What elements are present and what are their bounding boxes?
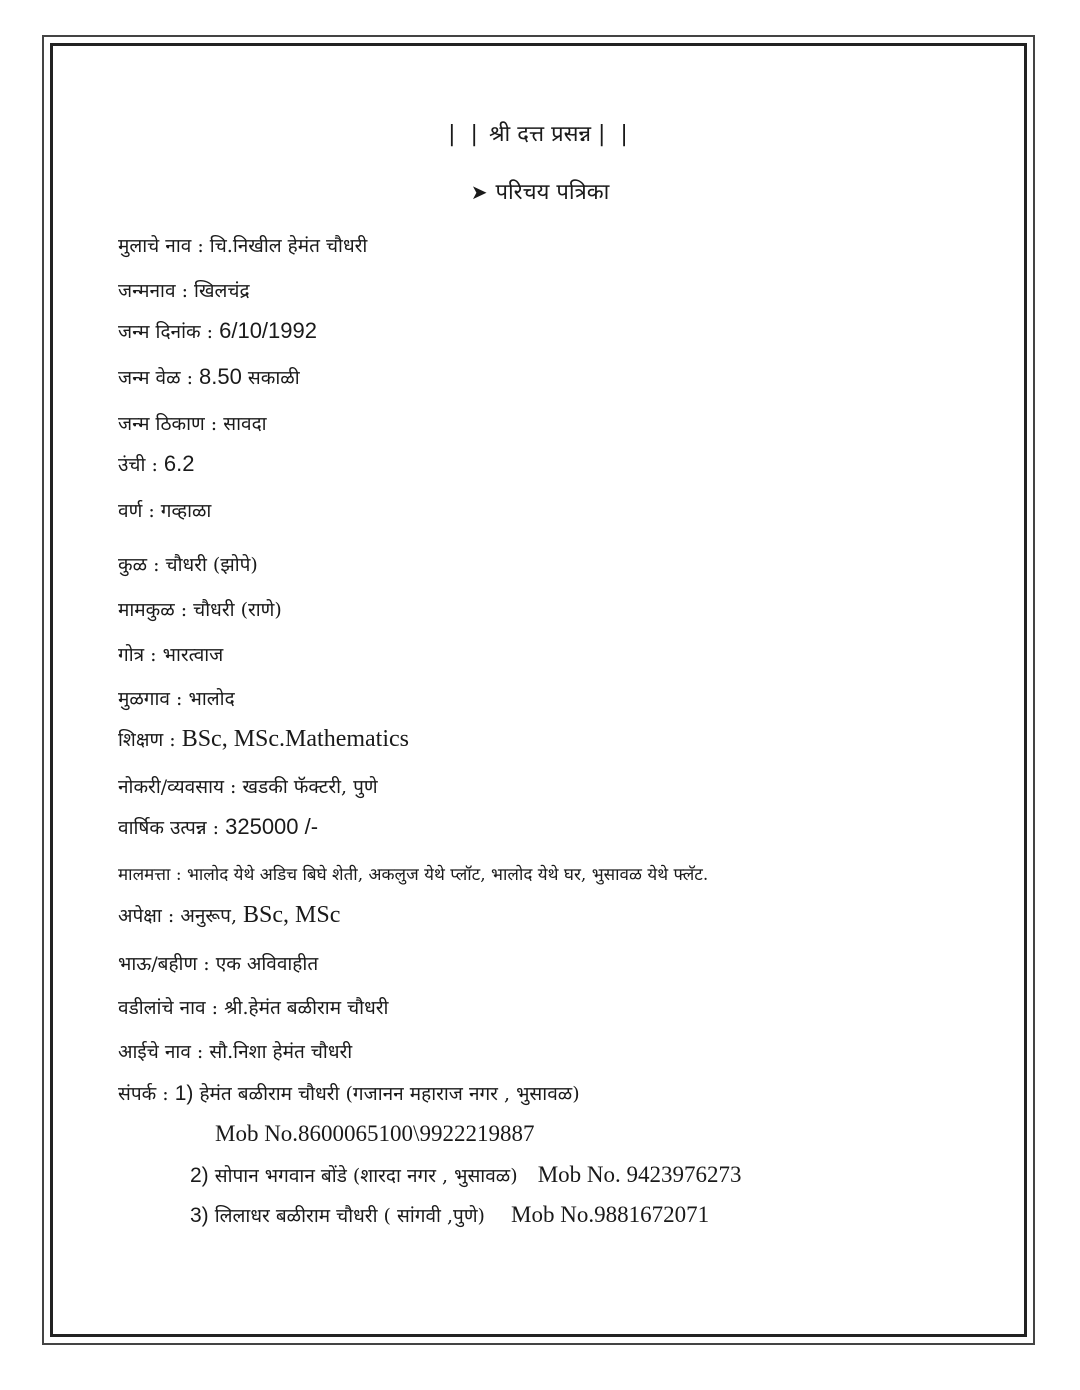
field-value: चौधरी (झोपे)	[165, 554, 258, 576]
contact-name: सोपान भगवान बोंडे (शारदा नगर , भुसावळ)	[214, 1165, 518, 1187]
field-mother	[118, 1038, 352, 1064]
field-label: आईचे नाव :	[118, 1041, 204, 1063]
field-value: सावदा	[223, 413, 267, 435]
field-dob	[118, 318, 317, 344]
field-label: भाऊ/बहीण :	[118, 953, 210, 975]
field-value: खिलचंद्र	[194, 280, 250, 302]
contact-mobile: Mob No. 9423976273	[537, 1162, 742, 1187]
field-native-place	[118, 685, 235, 711]
field-label: वडीलांचे नाव :	[118, 997, 219, 1019]
field-value: चि.निखील हेमंत चौधरी	[209, 235, 368, 257]
field-value: गव्हाळा	[160, 500, 212, 522]
field-suffix: सकाळी	[247, 367, 300, 389]
field-birth-name	[118, 277, 250, 303]
contact-number: 3)	[190, 1204, 209, 1227]
field-clan	[118, 551, 258, 577]
field-height	[118, 451, 194, 477]
field-education	[118, 726, 409, 753]
field-occupation	[118, 773, 378, 799]
motto-bars-right: | |	[598, 122, 632, 147]
field-value: 8.50	[199, 364, 242, 389]
field-father	[118, 994, 388, 1020]
field-birth-time	[118, 364, 300, 390]
field-property	[118, 862, 708, 885]
contact-entry-2	[190, 1162, 742, 1188]
field-value: BSc, MSc.Mathematics	[181, 726, 410, 752]
field-label: मालमत्ता :	[118, 865, 182, 885]
field-label: मामकुळ :	[118, 599, 188, 621]
field-label: मुळगाव :	[118, 688, 183, 710]
contact-entry-3	[190, 1202, 709, 1228]
field-label: जन्म दिनांक :	[118, 321, 214, 343]
field-label: वर्ण :	[118, 500, 155, 522]
field-label: अपेक्षा :	[118, 905, 175, 927]
field-value: श्री.हेमंत बळीराम चौधरी	[224, 997, 389, 1019]
field-label: जन्मनाव :	[118, 280, 188, 302]
page-title	[0, 176, 1080, 206]
field-complexion	[118, 497, 211, 523]
field-label: जन्म ठिकाण :	[118, 413, 218, 435]
field-value: 325000 /-	[225, 814, 319, 839]
field-birth-place	[118, 410, 267, 436]
field-label: गोत्र :	[118, 644, 157, 666]
arrow-bullet-icon: ➤	[470, 180, 488, 204]
field-value: सौ.निशा हेमंत चौधरी	[209, 1041, 353, 1063]
contact-number: 2)	[190, 1164, 209, 1187]
contact-number: 1)	[174, 1082, 194, 1105]
field-value: एक अविवाहीत	[215, 953, 319, 975]
field-value: 6.2	[163, 451, 195, 476]
field-label: मुलाचे नाव :	[118, 235, 204, 257]
contact-mobile: Mob No.8600065100\9922219887	[215, 1121, 535, 1146]
field-value: भालोद	[188, 688, 235, 710]
contact-mobile: Mob No.9881672071	[511, 1202, 710, 1227]
field-value-mr: अनुरूप,	[180, 905, 237, 927]
field-gotra	[118, 641, 223, 667]
contact-name: हेमंत बळीराम चौधरी (गजानन महाराज नगर , भुसावळ)	[199, 1083, 580, 1105]
field-expectation	[118, 902, 340, 929]
motto-text: श्री दत्त प्रसन्न	[488, 122, 592, 147]
field-value: 6/10/1992	[219, 318, 317, 343]
motto-line	[0, 118, 1080, 148]
field-label: जन्म वेळ :	[118, 367, 193, 389]
contact-name: लिलाधर बळीराम चौधरी ( सांगवी ,पुणे)	[214, 1205, 485, 1227]
page-title-text: परिचय पत्रिका	[495, 180, 610, 205]
field-label: वार्षिक उत्पन्न :	[118, 817, 220, 839]
field-maternal-clan	[118, 596, 282, 622]
field-value: खडकी फॅक्टरी, पुणे	[242, 776, 378, 798]
contact-entry-1-mobile	[215, 1121, 534, 1147]
contact-entry-1	[118, 1080, 580, 1106]
field-siblings	[118, 950, 318, 976]
field-label: नोकरी/व्यवसाय :	[118, 776, 237, 798]
field-label: कुळ :	[118, 554, 160, 576]
field-value: भालोद येथे अडिच बिघे शेती, अकलुज येथे प्लॉट, भालोद येथे घर, भुसावळ येथे फ्लॅट.	[186, 865, 709, 885]
contact-label: संपर्क :	[118, 1083, 169, 1105]
field-label: शिक्षण :	[118, 729, 176, 751]
field-name	[118, 232, 367, 258]
field-value: भारत्वाज	[162, 644, 224, 666]
field-income	[118, 814, 318, 840]
field-value: चौधरी (राणे)	[193, 599, 282, 621]
field-value-en: BSc, MSc	[243, 902, 341, 928]
field-label: उंची :	[118, 454, 158, 476]
motto-bars-left: | |	[448, 122, 482, 147]
